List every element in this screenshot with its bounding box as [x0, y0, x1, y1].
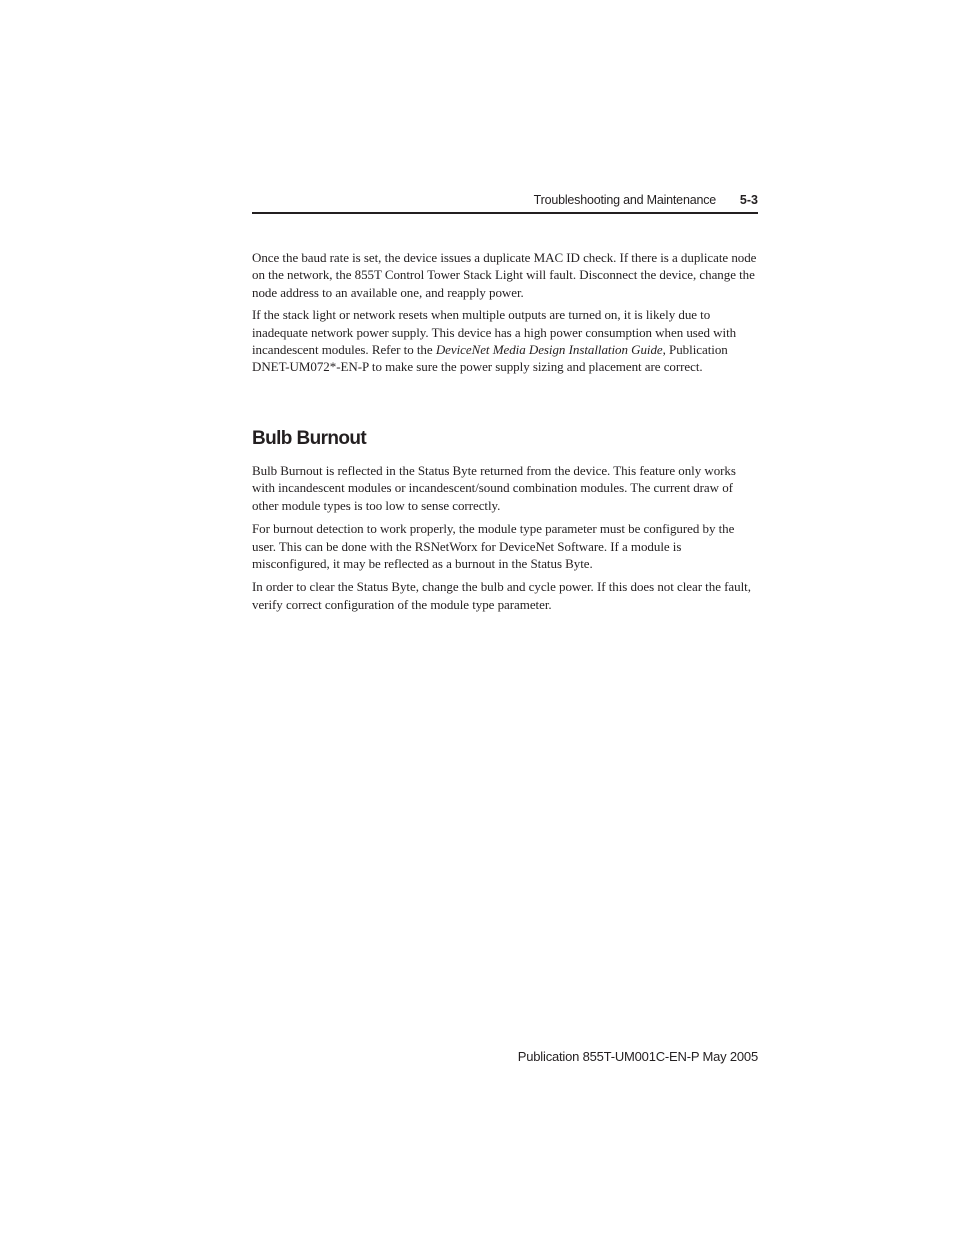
page-footer-publication: Publication 855T-UM001C-EN-P May 2005: [517, 1049, 758, 1064]
paragraph-network-power-text-2: , Publication DNET-UM072*-EN-P to make sure the power supply sizing and placement are correct.: [252, 342, 728, 375]
section-heading-bulb-burnout: Bulb Burnout: [252, 428, 367, 449]
section-1-body: [252, 249, 758, 376]
paragraph-clear-status-byte: In order to clear the Status Byte, change the bulb and cycle power. If this does not clear the fault, verify correct configuration of the module type parameter.: [252, 579, 751, 612]
paragraph-duplicate-mac-id: Once the baud rate is set, the device issues a duplicate MAC ID check. If there is a duplicate node on the network, the 855T Control Tower Stack Light will fault. Disconnect the device, change the node address to an available one, and reapply power.: [252, 250, 757, 300]
page-header: [252, 191, 758, 214]
paragraph-network-power-text-1: If the stack light or network resets when multiple outputs are turned on, it is likely due to inadequate network power supply. This device has a high power consumption when used with incandescent modules. Refer to the: [252, 307, 737, 358]
paragraph-network-power: [252, 306, 758, 376]
header-page-number: 5-3: [739, 193, 758, 207]
paragraph-bulb-burnout-status-byte: Bulb Burnout is reflected in the Status Byte returned from the device. This feature only works with incandescent modules or incandescent/sound combination modules. The current draw of other module types is too low to sense correctly.: [252, 463, 736, 513]
bulb-burnout-body: [252, 462, 758, 619]
header-section-title: Troubleshooting and Maintenance: [533, 193, 716, 207]
paragraph-burnout-detection: For burnout detection to work properly, the module type parameter must be configured by the user. This can be done with the RSNetWorx for DeviceNet Software. If a module is misconfigured, it may be reflected as a burnout in the Status Byte.: [252, 521, 735, 572]
guide-title: DeviceNet Media Design Installation Guide: [435, 342, 663, 358]
